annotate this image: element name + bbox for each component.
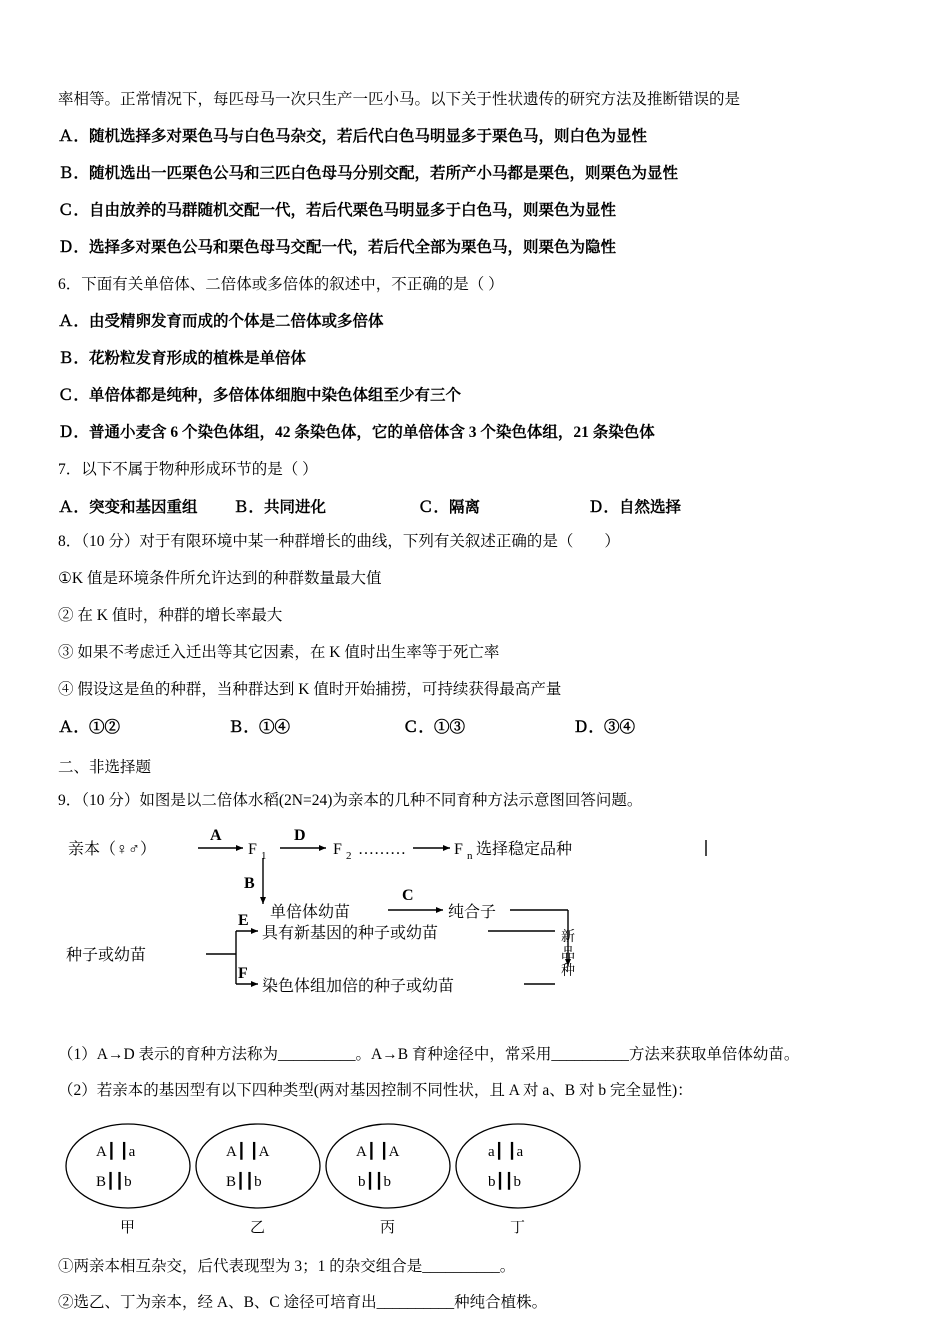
diagram-select-stable: 选择稳定品种 (476, 841, 573, 859)
q8-statement-2: ② 在 K 值时，种群的增长率最大 (58, 607, 283, 625)
diagram-new-variety-1: 新 (561, 930, 575, 946)
q7-options (58, 495, 898, 517)
diagram-new-variety-3: 种 (561, 964, 575, 980)
genotype-cells-svg (58, 1114, 618, 1239)
diagram-fn-sub: n (467, 850, 473, 863)
cell-1-bottom: B┃┃b (96, 1174, 132, 1191)
cell-4-bottom: b┃┃b (488, 1174, 522, 1191)
q6-stem: 6．下面有关单倍体、二倍体或多倍体的叙述中，不正确的是（ ） (58, 276, 504, 294)
q9-sub4: ②选乙、丁为亲本，经 A、B、C 途径可培育出__________种纯合植株。 (58, 1294, 548, 1312)
q9-sub1: （1）A→D 表示的育种方法称为__________。A→B 育种途径中，常采用__________方法来获取单倍体幼苗。 (58, 1046, 800, 1064)
cell-1-label: 甲 (120, 1220, 136, 1237)
q7-option-b: Ｂ．共同进化 (233, 499, 327, 517)
diagram-f1-sub: 1 (261, 850, 267, 863)
section2-title: 二、非选择题 (58, 759, 152, 777)
q5-option-c: Ｃ．自由放养的马群随机交配一代，若后代栗色马明显多于白色马，则栗色为显性 (58, 202, 617, 220)
q6-option-a: Ａ．由受精卵发育而成的个体是二倍体或多倍体 (58, 313, 384, 331)
q5-option-a: Ａ．随机选择多对栗色马与白色马杂交，若后代白色马明显多于栗色马，则白色为显性 (58, 128, 648, 146)
diagram-f1: F (248, 841, 257, 859)
diagram-arrow-A: A (210, 827, 222, 845)
diagram-dots: ……… (358, 841, 406, 859)
q7-stem: 7．以下不属于物种形成环节的是（ ） (58, 461, 318, 479)
cell-2-label: 乙 (250, 1220, 266, 1237)
q6-option-d: Ｄ．普通小麦含 6 个染色体组，42 条染色体，它的单倍体含 3 个染色体组，21 条染色体 (58, 424, 655, 442)
q7-option-c: Ｃ．隔离 (418, 499, 481, 517)
diagram-arrow-C: C (402, 887, 414, 905)
q8-option-a: Ａ．①② (58, 719, 121, 737)
cell-3-label: 丙 (380, 1220, 396, 1237)
q8-option-d: Ｄ．③④ (573, 719, 636, 737)
cell-1-top: A┃ ┃a (96, 1144, 136, 1161)
cell-3-top: A┃ ┃A (356, 1144, 400, 1161)
diagram-doubled-seed: 染色体组加倍的种子或幼苗 (262, 978, 455, 996)
q8-stem: 8．（10 分）对于有限环境中某一种群增长的曲线，下列有关叙述正确的是（ ） (58, 533, 620, 551)
q8-option-c: Ｃ．①③ (403, 719, 466, 737)
q6-option-b: Ｂ．花粉粒发育形成的植株是单倍体 (58, 350, 307, 368)
q5-option-d: Ｄ．选择多对栗色公马和栗色母马交配一代，若后代全部为栗色马，则栗色为隐性 (58, 239, 617, 257)
cell-oval-1 (66, 1124, 190, 1208)
cell-3-bottom: b┃┃b (358, 1174, 392, 1191)
q8-options (58, 715, 898, 737)
diagram-arrow-B: B (244, 875, 255, 893)
diagram-arrow-D: D (294, 827, 306, 845)
q8-statement-1: ①K 值是环境条件所允许达到的种群数量最大值 (58, 570, 382, 588)
breeding-flow-svg (58, 826, 898, 1026)
diagram-f2: F (333, 841, 342, 859)
q9-sub2: （2）若亲本的基因型有以下四种类型(两对基因控制不同性状，且 A 对 a、B 对 b 完全显性)： (58, 1082, 693, 1100)
genotype-cells (58, 1114, 898, 1244)
cell-oval-3 (326, 1124, 450, 1208)
top-fragment: 率相等。正常情况下，每匹母马一次只生产一匹小马。以下关于性状遗传的研究方法及推断错误的是 (58, 91, 741, 108)
q7-option-a: Ａ．突变和基因重组 (58, 499, 198, 517)
diagram-parent-label: 亲本（♀♂） (68, 841, 157, 859)
document-content (58, 88, 898, 1326)
q8-statement-4: ④ 假设这是鱼的种群，当种群达到 K 值时开始捕捞，可持续获得最高产量 (58, 681, 562, 699)
cell-oval-2 (196, 1124, 320, 1208)
breeding-flow-diagram (58, 826, 898, 1026)
diagram-arrow-F: F (238, 965, 248, 983)
q9-stem: 9．（10 分）如图是以二倍体水稻(2N=24)为亲本的几种不同育种方法示意图回答问题。 (58, 792, 643, 810)
cell-4-top: a┃ ┃a (488, 1144, 524, 1161)
q6-option-c: Ｃ．单倍体都是纯种，多倍体体细胞中染色体组至少有三个 (58, 387, 462, 405)
cell-2-bottom: B┃┃b (226, 1174, 262, 1191)
diagram-new-gene-seed: 具有新基因的种子或幼苗 (262, 925, 439, 943)
cell-2-top: A┃ ┃A (226, 1144, 270, 1161)
diagram-f2-sub: 2 (346, 850, 352, 863)
q7-option-d: Ｄ．自然选择 (588, 499, 682, 517)
diagram-haploid-seedling: 单倍体幼苗 (270, 904, 351, 922)
diagram-fn: F (454, 841, 463, 859)
diagram-pure-line: 纯合子 (448, 904, 497, 922)
diagram-seed-or-seedling: 种子或幼苗 (66, 947, 147, 965)
q8-option-b: Ｂ．①④ (228, 719, 291, 737)
cell-oval-4 (456, 1124, 580, 1208)
q8-statement-3: ③ 如果不考虑迁入迁出等其它因素，在 K 值时出生率等于死亡率 (58, 644, 500, 662)
cell-4-label: 丁 (510, 1220, 526, 1237)
diagram-arrow-E: E (238, 912, 249, 930)
diagram-new-variety-2: 品 (561, 947, 575, 963)
q5-option-b: Ｂ．随机选出一匹栗色公马和三匹白色母马分别交配，若所产小马都是栗色，则栗色为显性 (58, 165, 679, 183)
q9-sub3: ①两亲本相互杂交，后代表现型为 3；1 的杂交组合是__________。 (58, 1258, 516, 1276)
